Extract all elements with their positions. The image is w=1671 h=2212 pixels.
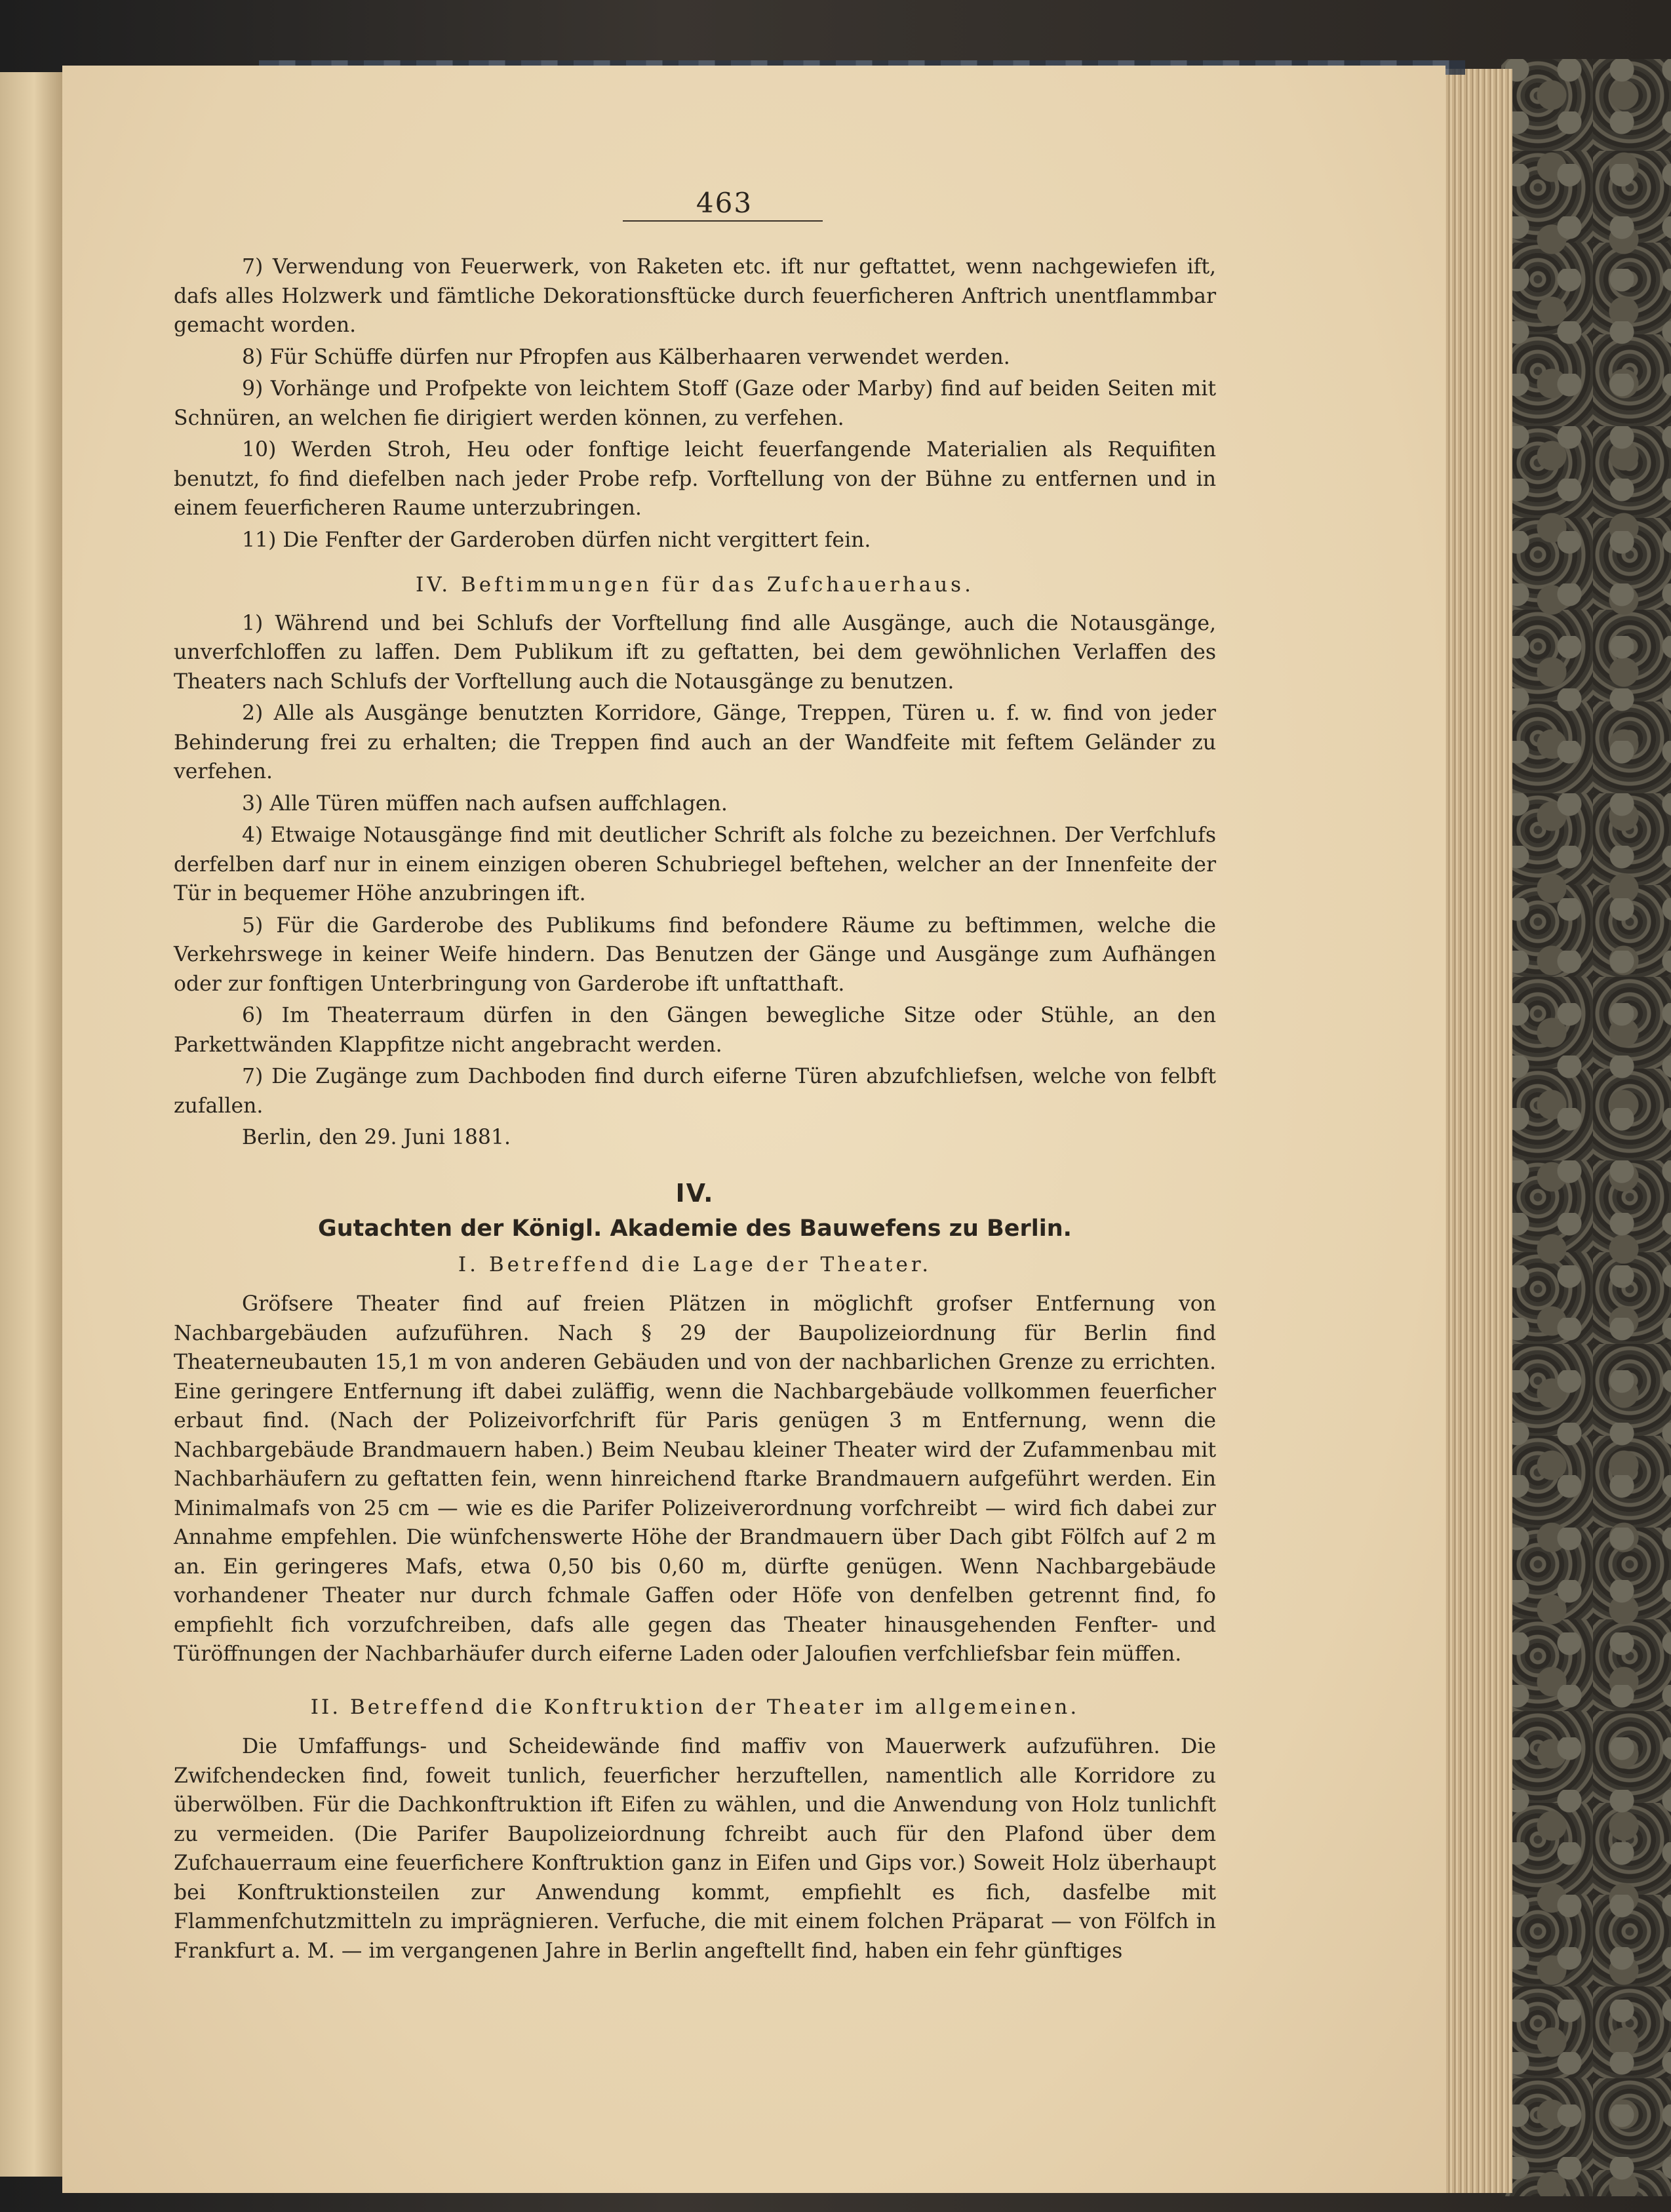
page-number: 463 xyxy=(696,187,753,219)
paragraph-rule-3: 3) Alle Türen müffen nach aufsen auffchlagen. xyxy=(242,791,728,816)
paragraph-item-10: 10) Werden Stroh, Heu oder fonftige leicht feuerfangende Materialien als Requifiten benutzt, fo find diefelben nach jeder Probe refp. Vorftellung von der Bühne zu entfernen und in einem feuerficheren Raume unterzubringen. xyxy=(174,438,1216,520)
paragraph-rule-1: 1) Während und bei Schlufs der Vorftellung find alle Ausgänge, auch die Notausgänge, unverfchloffen zu laffen. Dem Publikum ift zu geftatten, bei dem gewöhnlichen Verlaffen des Theaters nach Schlufs der Vorftellung auch die Notausgänge zu benutzen. xyxy=(174,611,1216,694)
paragraph-rule-5: 5) Für die Garderobe des Publikums find befondere Räume zu beftimmen, welche die Verkehrswege in keiner Weife hindern. Das Benutzen der Gänge und Ausgänge zum Aufhängen oder zur fonftigen Unterbringung von Garderobe ift unftatthaft. xyxy=(174,913,1216,996)
paragraph-konstruktion: Die Umfaffungs- und Scheidewände find maffiv von Mauerwerk aufzuführen. Die Zwifchendecken find, foweit tunlich, feuerficher herzuftellen, namentlich alle Korridore zu überwölben. Für die Dachkonftruktion ift Eifen zu wählen, und die Anwendung von Holz tunlichft zu vermeiden. (Die Parifer Baupolizeiordnung fchreibt auch für den Plafond über dem Zufchauerraum eine feuerfichere Konftruktion ganz in Eifen und Gips vor.) Soweit Holz überhaupt bei Konftruktionsteilen zur Anwendung kommt, empfiehlt es fich, dasfelbe mit Flammenfchutzmitteln zu imprägnieren. Verfuche, die mit einem folchen Präparat — von Fölfch in Frankfurt a. M. — im vergangenen Jahre in Berlin angeftellt find, haben ein fehr günftiges xyxy=(174,1735,1216,1963)
subheading-konstruktion: II. Betreffend die Konftruktion der Theater im allgemeinen. xyxy=(310,1695,1080,1719)
paragraph-item-8: 8) Für Schüffe dürfen nur Pfropfen aus Kälberhaaren verwendet werden. xyxy=(242,345,1010,369)
left-page-edge xyxy=(0,72,64,2177)
page-number-rule xyxy=(623,220,823,222)
page-content xyxy=(174,252,1216,1965)
chapter-numeral: IV. xyxy=(675,1178,715,1208)
chapter-title: Gutachten der Königl. Akademie des Bauwefens zu Berlin. xyxy=(318,1215,1072,1242)
page-fore-edge xyxy=(1439,69,1512,2193)
marbled-cover-board xyxy=(1501,59,1671,2196)
paragraph-rule-7: 7) Die Zugänge zum Dachboden find durch eiferne Türen abzufchliefsen, welche von felbft zufallen. xyxy=(174,1065,1216,1118)
paragraph-rule-4: 4) Etwaige Notausgänge find mit deutlicher Schrift als folche zu bezeichnen. Der Verfchlufs derfelben darf nur in einem einzigen oberen Schubriegel beftehen, welcher an der Innenfeite der Tür in bequemer Höhe anzubringen ift. xyxy=(174,823,1216,905)
paragraph-item-9: 9) Vorhänge und Profpekte von leichtem Stoff (Gaze oder Marby) find auf beiden Seiten mit Schnüren, an welchen fie dirigiert werden können, zu verfehen. xyxy=(174,377,1216,430)
paragraph-item-7: 7) Verwendung von Feuerwerk, von Raketen etc. ift nur geftattet, wenn nachgewiefen ift, dafs alles Holzwerk und fämtliche Dekorationsftücke durch feuerficheren Anftrich unentflammbar gemacht worden. xyxy=(174,255,1216,337)
section-heading-zuschauerhaus: IV. Beftimmungen für das Zufchauerhaus. xyxy=(416,573,974,597)
paragraph-rule-6: 6) Im Theaterraum dürfen in den Gängen bewegliche Sitze oder Stühle, an den Parkettwänden Klappfitze nicht angebracht werden. xyxy=(174,1004,1216,1057)
book-page xyxy=(62,66,1445,2193)
subheading-lage: I. Betreffend die Lage der Theater. xyxy=(458,1252,932,1276)
place-date: Berlin, den 29. Juni 1881. xyxy=(242,1126,511,1149)
paragraph-rule-2: 2) Alle als Ausgänge benutzten Korridore, Gänge, Treppen, Türen u. f. w. find von jeder Behinderung frei zu erhalten; die Treppen find auch an der Wandfeite mit feftem Geländer zu verfehen. xyxy=(174,701,1216,783)
paragraph-lage: Gröfsere Theater find auf freien Plätzen in möglichft grofser Entfernung von Nachbargebäuden aufzuführen. Nach § 29 der Baupolizeiordnung für Berlin find Theaterneubauten 15,1 m von anderen Gebäuden und von der nachbarlichen Grenze zu errichten. Eine geringere Entfernung ift dabei zuläffig, wenn die Nachbargebäude vollkommen feuerficher erbaut find. (Nach der Polizeivorfchrift für Paris genügen 3 m Entfernung, wenn die Nachbargebäude Brandmauern haben.) Beim Neubau kleiner Theater wird der Zufammenbau mit Nachbarhäufern zu geftatten fein, wenn hinreichend ftarke Brandmauern aufgeführt werden. Ein Minimalmafs von 25 cm — wie es die Parifer Polizeiverordnung vorfchreibt — wird fich dabei zur Annahme empfehlen. Die wünfchenswerte Höhe der Brandmauern über Dach gibt Fölfch auf 2 m an. Ein geringeres Mafs, etwa 0,50 bis 0,60 m, dürfte genügen. Wenn Nachbargebäude vorhandener Theater nur durch fchmale Gaffen oder Höfe von denfelben getrennt find, fo empfiehlt fich vorzufchreiben, dafs alle gegen das Theater hinausgehenden Fenfter- und Türöffnungen der Nachbarhäufer durch eiferne Laden oder Jaloufien verfchliefsbar fein müffen. xyxy=(174,1292,1216,1666)
paragraph-item-11: 11) Die Fenfter der Garderoben dürfen nicht vergittert fein. xyxy=(242,528,871,552)
